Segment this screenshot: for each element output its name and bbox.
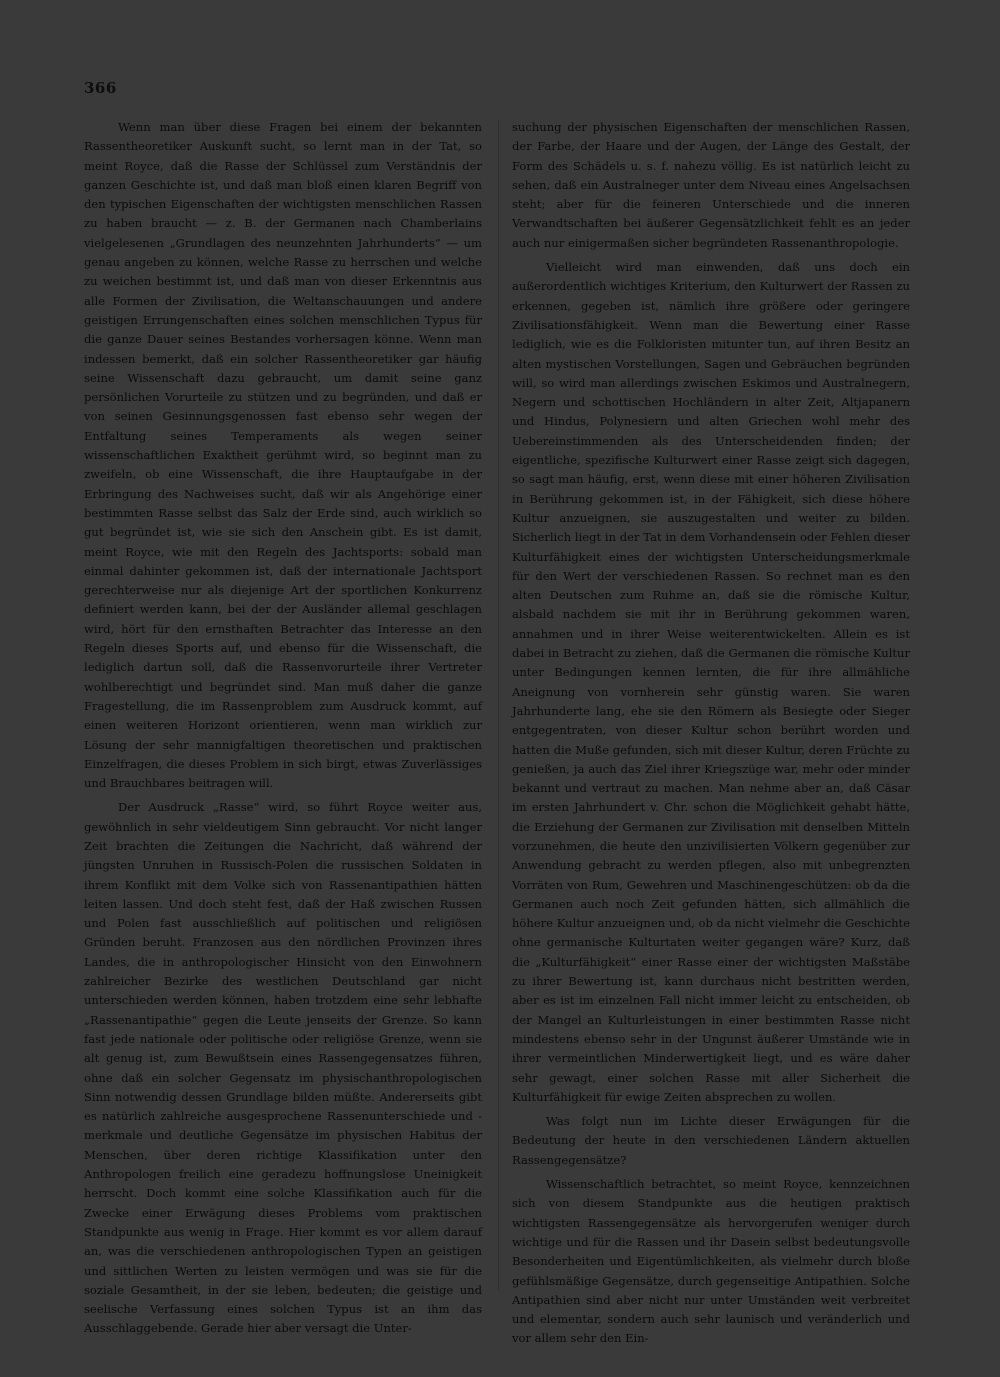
paragraph: Was folgt nun im Lichte dieser Erwägungen für die Bedeutung der heute in den verschiedenen Ländern aktuellen Rassengegensätze? bbox=[512, 1114, 910, 1167]
left-column bbox=[84, 118, 482, 1339]
paragraph: Wenn man über diese Fragen bei einem der bekannten Rassentheoretiker Auskunft sucht, so lernt man in der Tat, so meint Royce, daß die Rasse der Schlüssel zum Verständnis der ganzen Geschichte ist, und daß man bloß einen klaren Begriff von den typischen Eigenschaften der wichtigsten menschlichen Rassen zu haben braucht — z. B. der Germanen nach Chamberlains vielgelesenen „Grundlagen des neunzehnten Jahrhunderts“ — um genau angeben zu können, welche Rasse zu herrschen und welche zu weichen bestimmt ist, und daß man von dieser Erkenntnis aus alle Formen der Zivilisation, die Weltanschauungen und andere geistigen Errungenschaften eines solchen menschlichen Typus für die ganze Dauer seines Bestandes vorhersagen könne. Wenn man indessen bemerkt, daß ein solcher Rassentheoretiker gar häufig seine Wissenschaft dazu gebraucht, um damit seine ganz persönlichen Vorurteile zu stützen und zu begründen, und daß er von seinen Gesinnungsgenossen fast ebenso sehr wegen der Entfaltung seines Temperaments als wegen seiner wissenschaftlichen Exaktheit gerühmt wird, so beginnt man zu zweifeln, ob eine Wissenschaft, die ihre Hauptaufgabe in der Erbringung des Nachweises sucht, daß wir als Angehörige einer bestimmten Rasse selbst das Salz der Erde sind, auch wirklich so gut begründet ist, wie sie sich den Anschein gibt. Es ist damit, meint Royce, wie mit den Regeln des Jachtsports: sobald man einmal dahinter gekommen ist, daß der internationale Jachtsport gerechterweise nur als diejenige Art der sportlichen Konkurrenz definiert werden kann, bei der der Ausländer allemal geschlagen wird, hört für den ernsthaften Betrachter das Interesse an den Regeln dieses Sports auf, und ebenso für die Wissenschaft, die lediglich dartun soll, daß die Rassenvorurteile ihrer Vertreter wohlberechtigt und begründet sind. Man muß daher die ganze Fragestellung, die im Rassenproblem zum Ausdruck kommt, auf einen weiteren Horizont orientieren, wenn man wirklich zur Lösung der sehr mannigfaltigen theoretischen und praktischen Einzelfragen, die dieses Problem in sich birgt, etwas Zuverlässiges und Brauchbares beitragen will. bbox=[84, 120, 482, 791]
right-column bbox=[512, 118, 910, 1349]
paragraph: Wissenschaftlich betrachtet, so meint Royce, kennzeichnen sich von diesem Standpunkte aus die heutigen praktisch wichtigsten Rassengegensätze als hervorgerufen weniger durch wichtige und für die Rassen und ihr Dasein selbst bedeutungsvolle Besonderheiten und Eigentümlichkeiten, als vielmehr durch bloße gefühlsmäßige Gegensätze, durch gegenseitige Antipathien. Solche Antipathien sind aber nicht nur unter Umständen weit verbreitet und elementar, sondern auch sehr launisch und veränderlich und vor allem sehr den Ein- bbox=[512, 1177, 910, 1346]
paragraph: Der Ausdruck „Rasse“ wird, so führt Royce weiter aus, gewöhnlich in sehr vieldeutigem Sinn gebraucht. Vor nicht langer Zeit brachten die Zeitungen die Nachricht, daß während der jüngsten Unruhen in Russisch-Polen die russischen Soldaten in ihrem Konflikt mit dem Volke sich von Rassenantipathien hätten leiten lassen. Und doch steht fest, daß der Haß zwischen Russen und Polen fast ausschließlich auf politischen und religiösen Gründen beruht. Franzosen aus den nördlichen Provinzen ihres Landes, die in anthropologischer Hinsicht von den Einwohnern zahlreicher Bezirke des westlichen Deutschland gar nicht unterschieden werden können, haben trotzdem eine sehr lebhafte „Rassenantipathie“ gegen die Leute jenseits der Grenze. So kann fast jede nationale oder politische oder religiöse Grenze, wenn sie alt genug ist, zum Bewußtsein eines Rassengegensatzes führen, ohne daß ein solcher Gegensatz im physischanthropologischen Sinn notwendig dessen Grundlage bilden müßte. Andererseits gibt es natürlich zahlreiche ausgesprochene Rassenunterschiede und -merkmale und deutliche Gegensätze im physischen Habitus der Menschen, über deren richtige Klassifikation unter den Anthropologen freilich eine geradezu hoffnungslose Uneinigkeit herrscht. Doch kommt eine solche Klassifikation auch für die Zwecke einer Erwägung dieses Problems vom praktischen Standpunkte aus wenig in Frage. Hier kommt es vor allem darauf an, was die verschiedenen anthropologischen Typen an geistigen und sittlichen Werten zu leisten vermögen und was sie für die soziale Gesamtheit, in der sie leben, bedeuten; die geistige und seelische Verfassung eines solchen Typus ist an ihm das Ausschlaggebende. Gerade hier aber versagt die Unter- bbox=[84, 800, 482, 1336]
column-divider bbox=[498, 120, 499, 1290]
paragraph: Vielleicht wird man einwenden, daß uns doch ein außerordentlich wichtiges Kriterium, den Kulturwert der Rassen zu erkennen, gegeben ist, nämlich ihre größere oder geringere Zivilisationsfähigkeit. Wenn man die Bewertung einer Rasse lediglich, wie es die Folkloristen mitunter tun, auf ihren Besitz an alten mystischen Vorstellungen, Sagen und Gebräuchen begründen will, so wird man allerdings zwischen Eskimos und Australnegern, Negern und schottischen Hochländern in alter Zeit, Altjapanern und Hindus, Polynesiern und alten Griechen wohl mehr des Uebereinstimmenden als des Unterscheidenden finden; der eigentliche, spezifische Kulturwert einer Rasse zeigt sich dagegen, so sagt man häufig, erst, wenn diese mit einer höheren Zivilisation in Berührung gekommen ist, in der Fähigkeit, sich diese höhere Kultur anzueignen, sie auszugestalten und weiter zu bilden. Sicherlich liegt in der Tat in dem Vorhandensein oder Fehlen dieser Kulturfähigkeit eines der wichtigsten Unterscheidungsmerkmale für den Wert der verschiedenen Rassen. So rechnet man es den alten Deutschen zum Ruhme an, daß sie die römische Kultur, alsbald nachdem sie mit ihr in Berührung gekommen waren, annahmen und in ihrer Weise weiterentwickelten. Allein es ist dabei in Betracht zu ziehen, daß die Germanen die römische Kultur unter Bedingungen kennen lernten, die für ihre allmähliche Aneignung von vornherein sehr günstig waren. Sie waren Jahrhunderte lang, ehe sie den Römern als Besiegte oder Sieger entgegentraten, von dieser Kultur schon berührt worden und hatten die Muße gefunden, sich mit dieser Kultur, deren Früchte zu genießen, ja auch das Ziel ihrer Kriegszüge war, mehr oder minder bekannt und vertraut zu machen. Man nehme aber an, daß Cäsar im ersten Jahrhundert v. Chr. schon die Möglichkeit gehabt hätte, die Erziehung der Germanen zur Zivilisation mit denselben Mitteln vorzunehmen, die heute den unzivilisierten Völkern gegenüber zur Anwendung gebracht zu werden pflegen, also mit unbegrenzten Vorräten von Rum, Gewehren und Maschinengeschützen: ob da die Germanen auch noch Zeit gefunden hätten, sich allmählich die höhere Kultur anzueignen und, ob da nicht vielmehr die Geschichte ohne germanische Kulturtaten weiter gegangen wäre? Kurz, daß die „Kulturfähigkeit“ einer Rasse einer der wichtigsten Maßstäbe zu ihrer Bewertung ist, kann durchaus nicht bestritten werden, aber es ist im einzelnen Fall nicht immer leicht zu entscheiden, ob der Mangel an Kulturleistungen in einer bestimmten Rasse nicht mindestens ebenso sehr in der Ungunst äußerer Umstände wie in ihrer vermeintlichen Minderwertigkeit liegt, und es wäre daher sehr gewagt, einer solchen Rasse mit aller Sicherheit die Kulturfähigkeit für ewige Zeiten absprechen zu wollen. bbox=[512, 260, 910, 1104]
page-number: 366 bbox=[84, 79, 117, 97]
paragraph-continued: suchung der physischen Eigenschaften der menschlichen Rassen, der Farbe, der Haare und der Augen, der Länge des Gestalt, der Form des Schädels u. s. f. nahezu völlig. Es ist natürlich leicht zu sehen, daß ein Australneger unter dem Niveau eines Angelsachsen steht; aber für die feineren Unterschiede und die inneren Verwandtschaften bei äußerer Gegensätzlichkeit fehlt es an jeder auch nur einigermaßen sicher begründeten Rassenanthropologie. bbox=[512, 120, 910, 250]
